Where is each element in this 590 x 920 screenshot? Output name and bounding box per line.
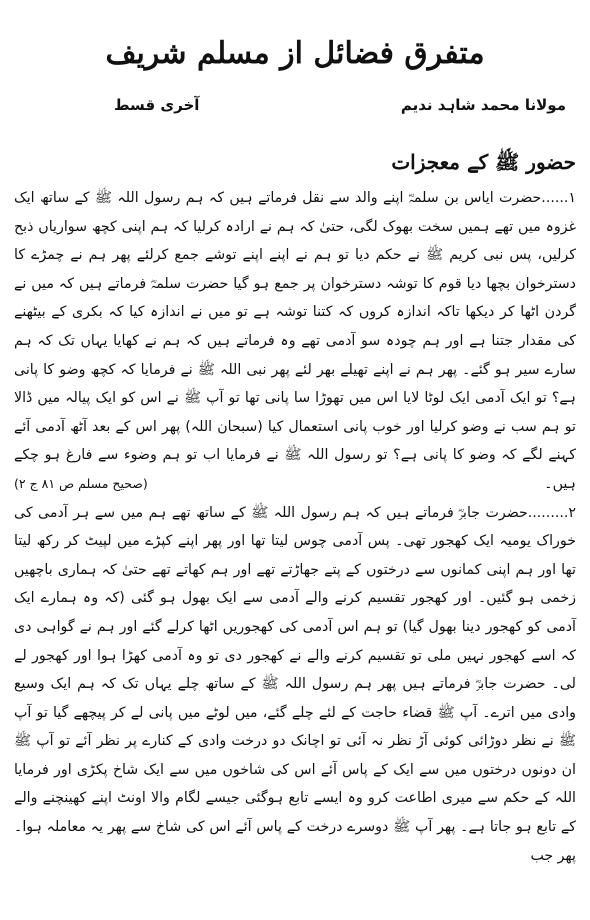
installment-label: آخری قسط <box>114 96 200 114</box>
paragraph-2-text: ۲.........حضرت جابرؓ فرماتے ہیں کہ ہم رسول اللہ ﷺ کے ساتھ تھے ہم میں سے ہر آدمی کی خوراک یومیہ ایک کھجور تھی۔ پس آدمی چوس لیتا تھا اور پھر اپنے کپڑے میں لپیٹ کر رکھ لیتا تھا اور ہم اپنی کمانوں سے درختوں کے پتے جھاڑتے تھے اور ہم کھاتے تھے حتیٰ کہ ہماری باچھیں زخمی ہو گئیں۔ اور کھجور تقسیم کرنے والے آدمی سے ایک بھول ہو گئی (کہ وہ ہمارے ایک آدمی کو کھجور دینا بھول گیا) تو ہم اس آدمی کی کھجوریں اٹھا کرلے گئے اور ہم نے گواہی دی کہ اسے کھجور نہیں ملی تو تقسیم کرنے والے نے کھجور دی تو وہ آدمی کھڑا ہوا اور کھجور لے لی۔ حضرت جابرؓ فرماتے ہیں پھر ہم رسول اللہ ﷺ کے ساتھ چلے یہاں تک کہ ہم ایک وسیع وادی میں اترے۔ آپ ﷺ قضاء حاجت کے لئے چلے گئے، میں لوٹے میں پانی لے کر پیچھے گیا تو آپ ﷺ نے نظر دوڑائی کوئی آڑ نظر نہ آئی تو اچانک دو درخت وادی کے کنارے پر نظر آئے تو آپ ﷺ ان دونوں درختوں میں سے ایک کے پاس آئے اس کی شاخوں میں سے ایک شاخ پکڑی اور فرمایا اللہ کے حکم سے میری اطاعت کرو وہ ایسے تابع ہوگئی جیسے لگام والا اونٹ اپنے کھینچنے والے کے تابع ہو جاتا ہے۔ پھر آپ ﷺ دوسرے درخت کے پاس آئے اس کی شاخ سے پھر یہ معاملہ ہوا۔ پھر جب <box>14 504 576 864</box>
paragraph-1 <box>14 184 576 499</box>
section-heading: حضور ﷺ کے معجزات <box>391 150 576 174</box>
paragraph-1-text: ۱......حضرت ایاس بن سلمہؓ اپنے والد سے نقل فرماتے ہیں کہ ہم رسول اللہ ﷺ کے ساتھ ایک غزوہ میں تھے ہمیں سخت بھوک لگی، حتیٰ کہ ہم نے ارادہ کرلیا کہ ہم اپنی کچھ سواریاں ذبح کرلیں، پس نبی کریم ﷺ نے حکم دیا تو ہم نے اپنے اپنے توشے جمع کرلئے پھر ہم نے چمڑے کا دسترخوان بچھا دیا قوم کا توشہ دسترخوان پر جمع ہو گیا حضرت سلمہؓ فرماتے ہیں کہ میں نے گردن اٹھا کر دیکھا تاکہ اندازہ کروں کہ کتنا توشہ ہے تو میں نے اندازہ کیا کہ بکری کے بیٹھنے کی مقدار جتنا ہے اور ہم چودہ سو آدمی تھے وہ فرماتے ہیں کہ ہم نے کھایا یہاں تک کہ ہم سارے سیر ہو گئے۔ پھر ہم نے اپنے تھیلے بھر لئے پھر نبی اللہ ﷺ نے فرمایا کہ کچھ وضو کا پانی ہے؟ تو ایک آدمی ایک لوٹا لایا اس میں تھوڑا سا پانی تھا تو آپ ﷺ نے اس کو ایک پیالہ میں ڈالا تو ہم سب نے وضو کرلیا اور خوب پانی استعمال کیا (سبحان اللہ) پھر اس کے بعد آٹھ آدمی آئے کہنے لگے کہ وضو کا پانی ہے؟ تو رسول اللہ ﷺ نے فرمایا اب تو ہم وضوء سے فارغ ہو چکے ہیں۔ <box>14 190 576 492</box>
citation: (صحیح مسلم ص ۸۱ ج ۲) <box>14 475 148 491</box>
article-body <box>14 184 576 870</box>
paragraph-2 <box>14 499 576 871</box>
byline <box>24 96 566 124</box>
author-name: مولانا محمد شاہد ندیم <box>400 96 566 114</box>
article-title: متفرق فضائل از مسلم شریف <box>105 36 485 71</box>
